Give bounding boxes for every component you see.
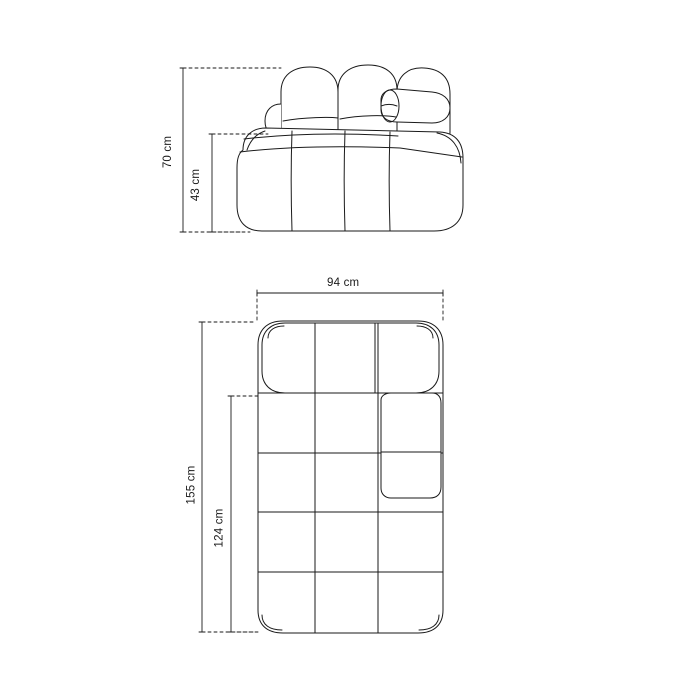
- dimension-label-height-total: 70 cm: [162, 135, 175, 169]
- dimension-label-seat-height: 43 cm: [190, 168, 203, 202]
- dimension-label-depth-total: 155 cm: [185, 465, 198, 505]
- front-view-sofa: [237, 65, 463, 231]
- dimension-label-width-total: 94 cm: [327, 277, 360, 289]
- dimension-label-seat-depth: 124 cm: [213, 508, 226, 548]
- top-view-sofa: [258, 321, 443, 633]
